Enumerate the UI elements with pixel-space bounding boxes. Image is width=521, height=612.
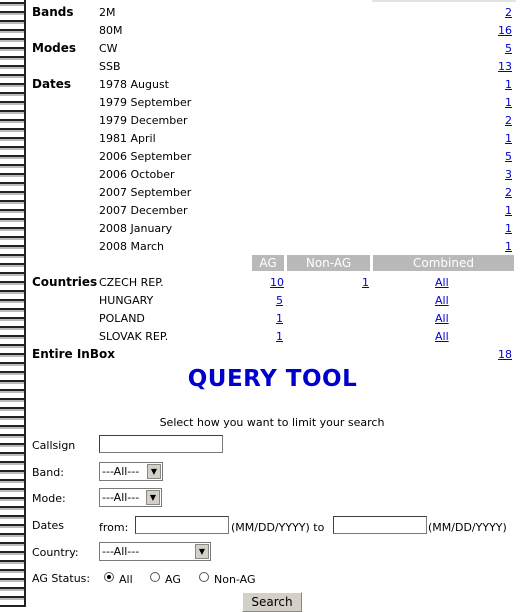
band-name: 2M (99, 6, 116, 19)
ag-status-label: AG Status: (32, 572, 91, 585)
callsign-input[interactable] (99, 435, 223, 453)
country-select[interactable] (99, 542, 211, 561)
band-count-link[interactable]: 2 (505, 6, 512, 19)
band-select-value: ---All--- (102, 465, 140, 478)
dates-label: Dates (32, 77, 72, 91)
date-name: 2008 January (99, 222, 173, 235)
country-select-value: ---All--- (102, 545, 140, 558)
date-count-link[interactable]: 5 (505, 150, 512, 163)
country-combined-link[interactable]: All (435, 330, 449, 343)
top-strip (372, 0, 516, 2)
ag-column-header: AG (252, 255, 284, 271)
dates-row (32, 237, 514, 255)
band-name: 80M (99, 24, 123, 37)
ag-status-ag-radio[interactable] (150, 572, 160, 582)
to-format-label: (MM/DD/YYYY) (428, 521, 507, 534)
date-name: 2008 March (99, 240, 165, 253)
country-name: HUNGARY (99, 294, 154, 307)
country-name: SLOVAK REP. (99, 330, 169, 343)
country-ag-link[interactable]: 1 (276, 330, 283, 343)
band-count-link[interactable]: 16 (498, 24, 512, 37)
country-ag-link[interactable]: 5 (276, 294, 283, 307)
non-ag-column-header: Non-AG (287, 255, 370, 271)
date-from-input[interactable] (135, 516, 229, 534)
dates-row (32, 201, 514, 219)
ag-status-all-label: All (119, 573, 133, 586)
query-hint: Select how you want to limit your search (159, 416, 385, 429)
modes-row-ssb (32, 57, 514, 75)
bands-row-2m (32, 3, 514, 21)
dates-row (32, 129, 514, 147)
ag-status-non-ag-label: Non-AG (214, 573, 256, 586)
countries-label: Countries (32, 275, 98, 289)
ag-status-ag-label: AG (165, 573, 181, 586)
date-count-link[interactable]: 1 (505, 78, 512, 91)
modes-label: Modes (32, 41, 77, 55)
dates-row (32, 111, 514, 129)
mode-name: CW (99, 42, 118, 55)
date-count-link[interactable]: 2 (505, 114, 512, 127)
date-count-link[interactable]: 3 (505, 168, 512, 181)
modes-row-cw (32, 39, 514, 57)
country-non-ag-link[interactable]: 1 (362, 276, 369, 289)
from-label: from: (99, 521, 129, 534)
date-name: 1979 December (99, 114, 188, 127)
date-name: 2006 October (99, 168, 175, 181)
date-to-input[interactable] (333, 516, 427, 534)
entire-inbox-label: Entire InBox (32, 347, 115, 361)
date-name: 1981 April (99, 132, 156, 145)
date-count-link[interactable]: 2 (505, 186, 512, 199)
dates-row (32, 219, 514, 237)
date-count-link[interactable]: 1 (505, 204, 512, 217)
chevron-down-icon[interactable]: ▼ (195, 544, 209, 559)
query-tool-title: QUERY TOOL (187, 366, 358, 392)
dates-row (32, 147, 514, 165)
country-combined-link[interactable]: All (435, 312, 449, 325)
dates-row (32, 183, 514, 201)
country-combined-link[interactable]: All (435, 276, 449, 289)
country-label: Country: (32, 546, 79, 559)
date-name: 1978 August (99, 78, 169, 91)
entire-inbox-count-link[interactable]: 18 (498, 348, 512, 361)
country-combined-link[interactable]: All (435, 294, 449, 307)
date-count-link[interactable]: 1 (505, 240, 512, 253)
mode-label: Mode: (32, 492, 66, 505)
date-count-link[interactable]: 1 (505, 132, 512, 145)
entire-inbox-row (32, 345, 514, 363)
country-name: POLAND (99, 312, 145, 325)
dates-query-label: Dates (32, 519, 65, 532)
mode-select[interactable] (99, 488, 162, 507)
country-ag-link[interactable]: 1 (276, 312, 283, 325)
chevron-down-icon[interactable]: ▼ (147, 464, 161, 479)
combined-column-header: Combined (373, 255, 514, 271)
mode-name: SSB (99, 60, 121, 73)
ag-status-all-radio[interactable] (104, 572, 114, 582)
date-count-link[interactable]: 1 (505, 96, 512, 109)
country-name: CZECH REP. (99, 276, 164, 289)
dates-row (32, 93, 514, 111)
chevron-down-icon[interactable]: ▼ (146, 490, 160, 505)
date-name: 1979 September (99, 96, 192, 109)
date-name: 2007 December (99, 204, 188, 217)
dates-row (32, 165, 514, 183)
callsign-label: Callsign (32, 439, 76, 452)
date-count-link[interactable]: 1 (505, 222, 512, 235)
bands-row-80m (32, 21, 514, 39)
band-label: Band: (32, 466, 64, 479)
mode-select-value: ---All--- (102, 491, 140, 504)
date-name: 2006 September (99, 150, 192, 163)
mode-count-link[interactable]: 5 (505, 42, 512, 55)
search-button[interactable]: Search (242, 592, 302, 612)
dates-row (32, 75, 514, 93)
ag-status-non-ag-radio[interactable] (199, 572, 209, 582)
mode-count-link[interactable]: 13 (498, 60, 512, 73)
date-name: 2007 September (99, 186, 192, 199)
country-ag-link[interactable]: 10 (270, 276, 284, 289)
band-select[interactable] (99, 462, 163, 481)
from-format-label: (MM/DD/YYYY) to (231, 521, 325, 534)
bands-label: Bands (32, 5, 74, 19)
